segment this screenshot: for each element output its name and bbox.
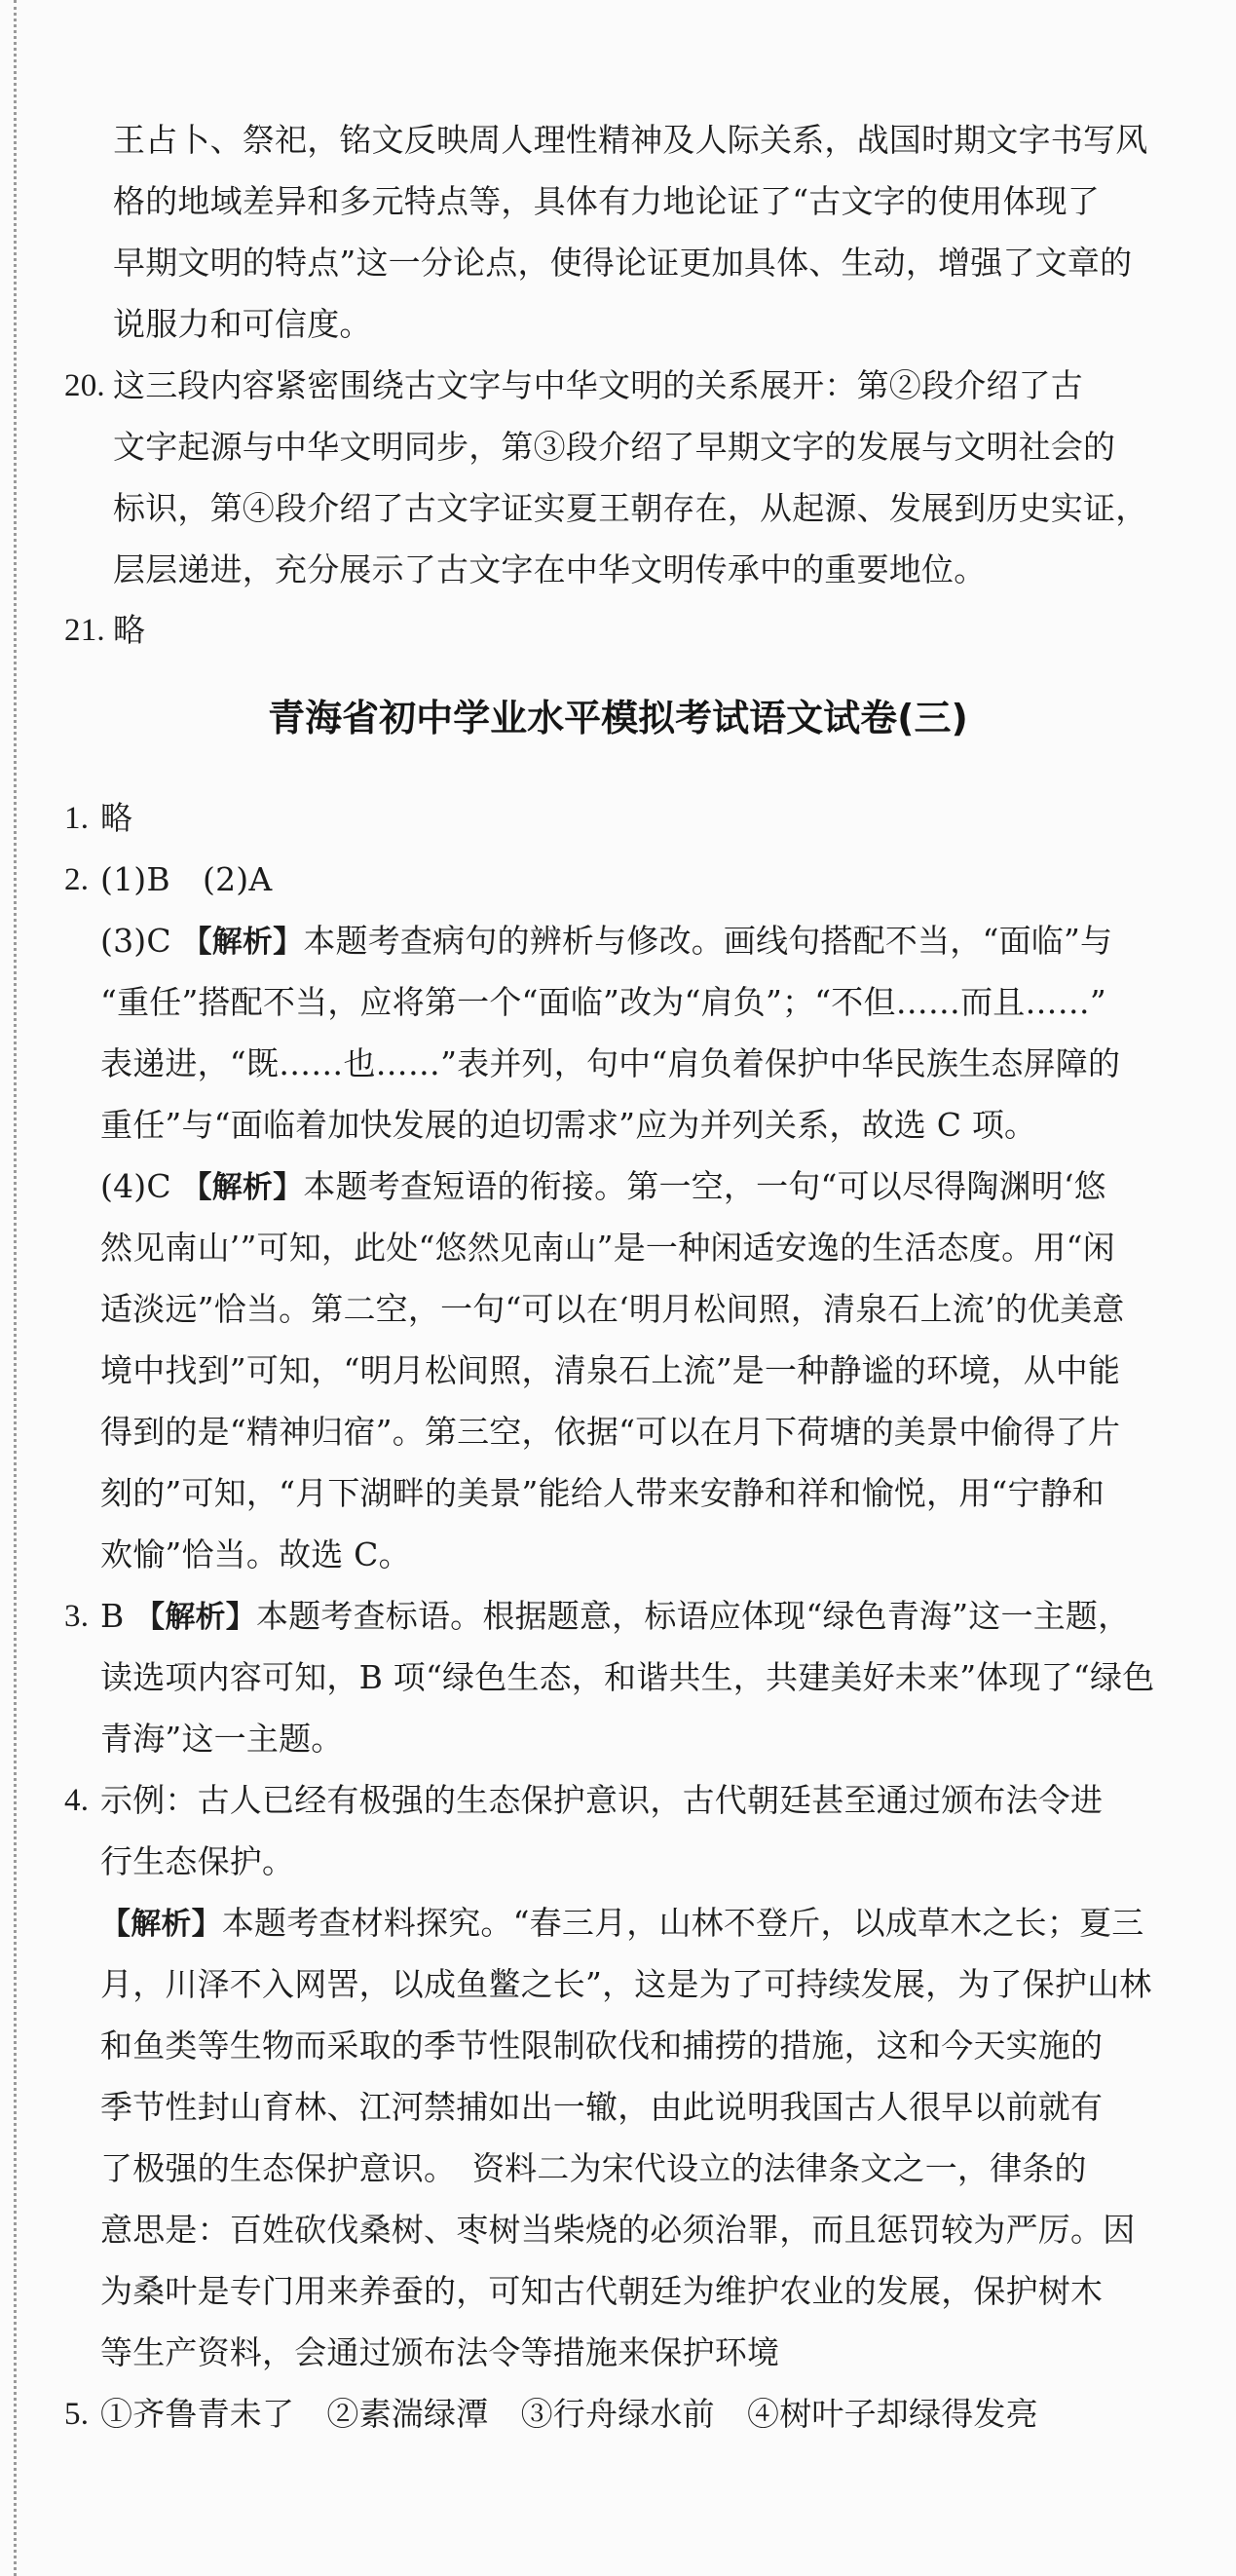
analysis-text-line: 为桑叶是专门用来养蚕的，可知古代朝廷为维护农业的发展，保护树木 (100, 2272, 1104, 2310)
analysis-text-line: 读选项内容可知，B 项“绿色生态，和谐共生，共建美好未来”体现了“绿色 (100, 1658, 1155, 1696)
answer-text-line: 王占卜、祭祀，铭文反映周人理性精神及人际关系，战国时期文字书写风 (113, 121, 1148, 159)
analysis-first-line (100, 1902, 1143, 1945)
analysis-text-line: 重任”与“面临着加快发展的迫切需求”应为并列关系，故选 C 项。 (100, 1106, 1037, 1144)
answer-text-line: 早期文明的特点”这一分论点，使得论证更加具体、生动，增强了文章的 (113, 244, 1133, 282)
analysis-tag: 【解析】 (134, 1600, 256, 1635)
analysis-text-line: 季节性封山育林、江河禁捕如出一辙，由此说明我国古人很早以前就有 (100, 2088, 1104, 2126)
analysis-text-line: 月，川泽不入网罟，以成鱼鳖之长”，这是为了可持续发展，为了保护山林 (100, 1965, 1152, 2003)
analysis-text-line: 适淡远”恰当。第二空，一句“可以在‘明月松间照，清泉石上流’的优美意 (100, 1290, 1125, 1328)
question-number-1: 1. (64, 801, 90, 836)
analysis-text-line: 青海”这一主题。 (100, 1720, 344, 1758)
analysis-text-line: “重任”搭配不当，应将第一个“面临”改为“肩负”；“不但……而且……” (100, 983, 1106, 1021)
question-number-3: 3. (64, 1599, 90, 1634)
analysis-text-line: 了极强的生态保护意识。 资料二为宋代设立的法律条文之一，律条的 (100, 2149, 1087, 2187)
analysis-tag: 【解析】 (181, 925, 304, 960)
analysis-text-line: 和鱼类等生物而采取的季节性限制砍伐和捕捞的措施，这和今天实施的 (100, 2027, 1104, 2065)
answer-text: 略 (113, 611, 146, 649)
answer-text-line: 层层递进，充分展示了古文字在中华文明传承中的重要地位。 (113, 550, 987, 588)
analysis-tag: 【解析】 (100, 1907, 222, 1942)
analysis-text-line: 等生产资料，会通过颁布法令等措施来保护环境 (100, 2333, 780, 2371)
answer-text: (1)B (2)A (100, 860, 273, 898)
analysis-first-line (100, 1165, 1106, 1208)
analysis-text-line: 表递进，“既……也……”表并列，句中“肩负着保护中华民族生态屏障的 (100, 1044, 1121, 1082)
answer-text: 略 (100, 799, 133, 837)
analysis-text-line: 欢愉”恰当。故选 C。 (100, 1535, 411, 1573)
analysis-first-line (100, 920, 1112, 963)
answer-text-line: 这三段内容紧密围绕古文字与中华文明的关系展开：第②段介绍了古 (113, 366, 1083, 404)
question-number-4: 4. (64, 1783, 90, 1818)
sub-answer-label: (3)C (100, 922, 171, 960)
analysis-text-line: 然见南山’”可知，此处“悠然见南山”是一种闲适安逸的生活态度。用“闲 (100, 1229, 1115, 1267)
answer-text-line: 行生态保护。 (100, 1842, 295, 1880)
binding-margin (14, 0, 17, 2576)
analysis-text: 本题考查材料探究。“春三月，山林不登斤，以成草木之长；夏三 (221, 1904, 1144, 1942)
question-number-21: 21. (64, 613, 105, 648)
question-number-20: 20. (64, 368, 105, 403)
analysis-text-line: 得到的是“精神归宿”。第三空，依据“可以在月下荷塘的美景中偷得了片 (100, 1413, 1121, 1451)
analysis-tag: 【解析】 (181, 1170, 304, 1205)
analysis-text-line: 刻的”可知，“月下湖畔的美景”能给人带来安静和祥和愉悦，用“宁静和 (100, 1474, 1105, 1512)
analysis-text-line: 意思是：百姓砍伐桑树、枣树当柴烧的必须治罪，而且惩罚较为严厉。因 (100, 2211, 1136, 2249)
analysis-text: 本题考查标语。根据题意，标语应体现“绿色青海”这一主题， (255, 1597, 1131, 1635)
answer-choice: B (100, 1597, 125, 1635)
analysis-text: 本题考查短语的衔接。第一空，一句“可以尽得陶渊明‘悠 (303, 1167, 1106, 1205)
answer-text: ①齐鲁青未了 ②素湍绿潭 ③行舟绿水前 ④树叶子却绿得发亮 (100, 2395, 1038, 2433)
answer-text-line: 说服力和可信度。 (113, 305, 372, 343)
question-number-5: 5. (64, 2397, 90, 2432)
sub-answer-label: (4)C (100, 1167, 171, 1205)
question-number-2: 2. (64, 862, 90, 897)
answer-text-line: 格的地域差异和多元特点等，具体有力地论证了“古文字的使用体现了 (113, 182, 1101, 220)
analysis-text: 本题考查病句的辨析与修改。画线句搭配不当，“面临”与 (303, 922, 1113, 960)
answer-text-line: 文字起源与中华文明同步，第③段介绍了早期文字的发展与文明社会的 (113, 428, 1116, 466)
section-title: 青海省初中学业水平模拟考试语文试卷(三) (268, 697, 968, 739)
analysis-text-line: 境中找到”可知，“明月松间照，清泉石上流”是一种静谧的环境，从中能 (100, 1351, 1121, 1389)
analysis-first-line (100, 1595, 1130, 1638)
answer-text-line: 示例：古人已经有极强的生态保护意识，古代朝廷甚至通过颁布法令进 (100, 1781, 1104, 1819)
answer-text-line: 标识，第④段介绍了古文字证实夏王朝存在，从起源、发展到历史实证， (113, 489, 1148, 527)
